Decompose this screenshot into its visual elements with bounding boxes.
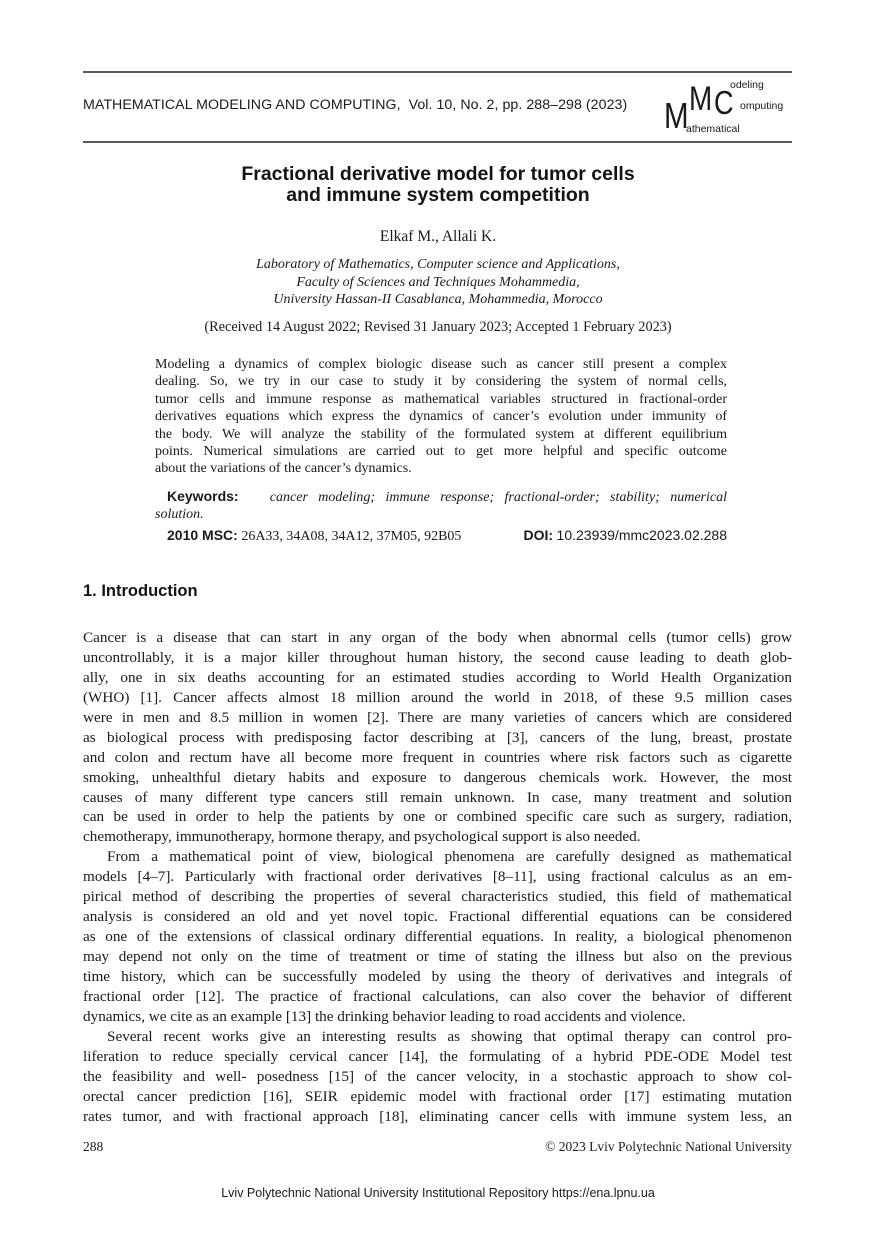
body-line: pirical method of describing the properties of several characteristics studied, this field of mathematical xyxy=(83,888,792,906)
keywords-line xyxy=(155,488,727,506)
body-line: liferation to reduce specially cervical cancer [14], the formulating of a hybrid PDE-ODE Model test xyxy=(83,1047,792,1065)
body-line: can be used in order to help the patients by one or combined specific care such as surgery, radiation, xyxy=(83,808,792,826)
doi-link[interactable]: 10.23939/mmc2023.02.288 xyxy=(556,527,727,543)
abstract-line: about the variations of the cancer’s dynamics. xyxy=(155,461,412,477)
paragraph xyxy=(83,628,792,847)
mmc-logo xyxy=(664,78,794,138)
logo-letter-c: C xyxy=(714,84,734,121)
body-line: rates tumor, and with fractional approach [18], eliminating cancer cells with immune system less, an xyxy=(83,1107,792,1125)
body-line: may depend not only on the time of treatment or time of stating the illness but also on the previous xyxy=(83,948,792,965)
body-line: and colon and rectum have all become more frequent in countries where risk factors such as cigarette xyxy=(83,748,792,766)
body-line: fractional order [12]. The practice of fractional calculations, can also cover the behavior of different xyxy=(83,987,792,1005)
article-title xyxy=(0,164,876,206)
logo-word-mathematical: athematical xyxy=(686,123,740,135)
repository-notice[interactable]: Lviv Polytechnic National University Institutional Repository https://ena.lpnu.ua xyxy=(221,1186,655,1200)
body-line: as one of the extensions of classical ordinary differential equations. In reality, a biological phenomenon xyxy=(83,928,792,946)
abstract-line: points. Numerical simulations are carried out to get more helpful and specific outcome xyxy=(155,443,727,459)
abstract-line: derivatives equations which express the dynamics of cancer’s evolution under immunity of xyxy=(155,409,727,425)
body-line: dynamics, we cite as an example [13] the drinking behavior leading to road accidents and violence. xyxy=(83,1007,686,1025)
logo-letter-m-raised: M xyxy=(689,80,713,118)
abstract-line: Modeling a dynamics of complex biologic disease such as cancer still present a complex xyxy=(155,357,727,372)
journal-volume-info: Vol. 10, No. 2, pp. 288–298 (2023) xyxy=(408,97,628,113)
keywords-text: cancer modeling; immune response; fractional-order; stability; numerical xyxy=(269,490,727,505)
body-line: Cancer is a disease that can start in any organ of the body when abnormal cells (tumor cells) grow xyxy=(83,629,792,646)
body-line: time history, which can be successfully modeled by using the theory of derivatives and integrals of xyxy=(83,967,792,985)
abstract-line: dealing. So, we try in our case to study it by considering the system of normal cells, xyxy=(155,374,727,390)
body-line: the feasibility and well- posedness [15] of the cancer velocity, in a stochastic approach to show col- xyxy=(83,1067,792,1085)
msc xyxy=(167,527,461,545)
msc-label: 2010 MSC: xyxy=(167,527,238,543)
body-line: orectal cancer prediction [16], SEIR epidemic model with fractional order [17] estimating mutation xyxy=(83,1087,792,1105)
authors: Elkaf M., Allali K. xyxy=(379,228,497,245)
abstract xyxy=(155,356,727,478)
doi xyxy=(523,527,727,545)
introduction-body xyxy=(83,628,792,1126)
body-line: uncontrollably, it is a major killer throughout human history, the second cause leading to death glob- xyxy=(83,648,792,666)
body-line: were in men and 8.5 million in women [2]. There are many varieties of cancers which are considered xyxy=(83,708,792,726)
body-line: From a mathematical point of view, biological phenomena are carefully designed as mathematical xyxy=(107,848,792,866)
affiliation-line: University Hassan-II Casablanca, Mohammedia, Morocco xyxy=(273,292,603,307)
affiliation xyxy=(0,256,876,309)
copyright-notice: © 2023 Lviv Polytechnic National University xyxy=(545,1139,792,1154)
logo-letter-m-large: M xyxy=(664,95,689,136)
section-heading-introduction: 1. Introduction xyxy=(83,582,198,600)
logo-word-computing: omputing xyxy=(740,100,784,112)
body-line: Several recent works give an interesting results as showing that optimal therapy can control pro- xyxy=(107,1027,792,1045)
paragraph xyxy=(83,847,792,1026)
title-line-1: Fractional derivative model for tumor cells xyxy=(241,163,635,185)
abstract-line: the body. We will analyze the stability of the formulated system at different equilibrium xyxy=(155,426,727,442)
header-bottom-rule xyxy=(83,141,792,143)
abstract-line: tumor cells and immune response as mathematical variables structured in fractional-order xyxy=(155,391,727,407)
journal-citation xyxy=(83,97,627,113)
body-line: analysis is considered an old and yet novel topic. Fractional differential equations can be considered xyxy=(83,908,792,926)
body-line: smoking, unhealthful dietary habits and exposure to dangerous chemicals work. However, the most xyxy=(83,768,792,786)
keywords-continuation: solution. xyxy=(155,507,204,523)
title-line-2: and immune system competition xyxy=(286,184,590,206)
doi-label: DOI: xyxy=(523,527,554,543)
paragraph xyxy=(83,1027,792,1127)
journal-name: MATHEMATICAL MODELING AND COMPUTING, xyxy=(83,97,401,113)
body-line: models [4–7]. Particularly with fractional order derivatives [8–11], using fractional calculus as an em- xyxy=(83,868,792,886)
header-top-rule xyxy=(83,71,792,73)
classification-row xyxy=(167,527,727,545)
body-line: chemotherapy, immunotherapy, hormone therapy, and psychological support is also needed. xyxy=(83,828,641,846)
affiliation-line: Faculty of Sciences and Techniques Mohammedia, xyxy=(296,274,580,290)
page-number: 288 xyxy=(83,1139,104,1154)
body-line: ally, one in six deaths accounting for an estimated studies according to World Health Organization xyxy=(83,668,792,686)
body-line: (WHO) [1]. Cancer affects almost 18 million around the world in 2018, of these 9.5 million cases xyxy=(83,688,792,706)
msc-value: 26A33, 34A08, 34A12, 37M05, 92B05 xyxy=(241,529,462,544)
keywords-label: Keywords: xyxy=(167,488,239,504)
received-dates: (Received 14 August 2022; Revised 31 January 2023; Accepted 1 February 2023) xyxy=(204,319,672,335)
affiliation-line: Laboratory of Mathematics, Computer science and Applications, xyxy=(256,257,620,272)
body-line: causes of many different type cancers still remain unknown. In case, many treatment and solution xyxy=(83,788,792,806)
logo-word-modeling: odeling xyxy=(730,79,764,91)
keywords xyxy=(155,488,727,524)
body-line: as biological process with predisposing factor describing at [3], cancers of the lung, breast, prostate xyxy=(83,728,792,746)
